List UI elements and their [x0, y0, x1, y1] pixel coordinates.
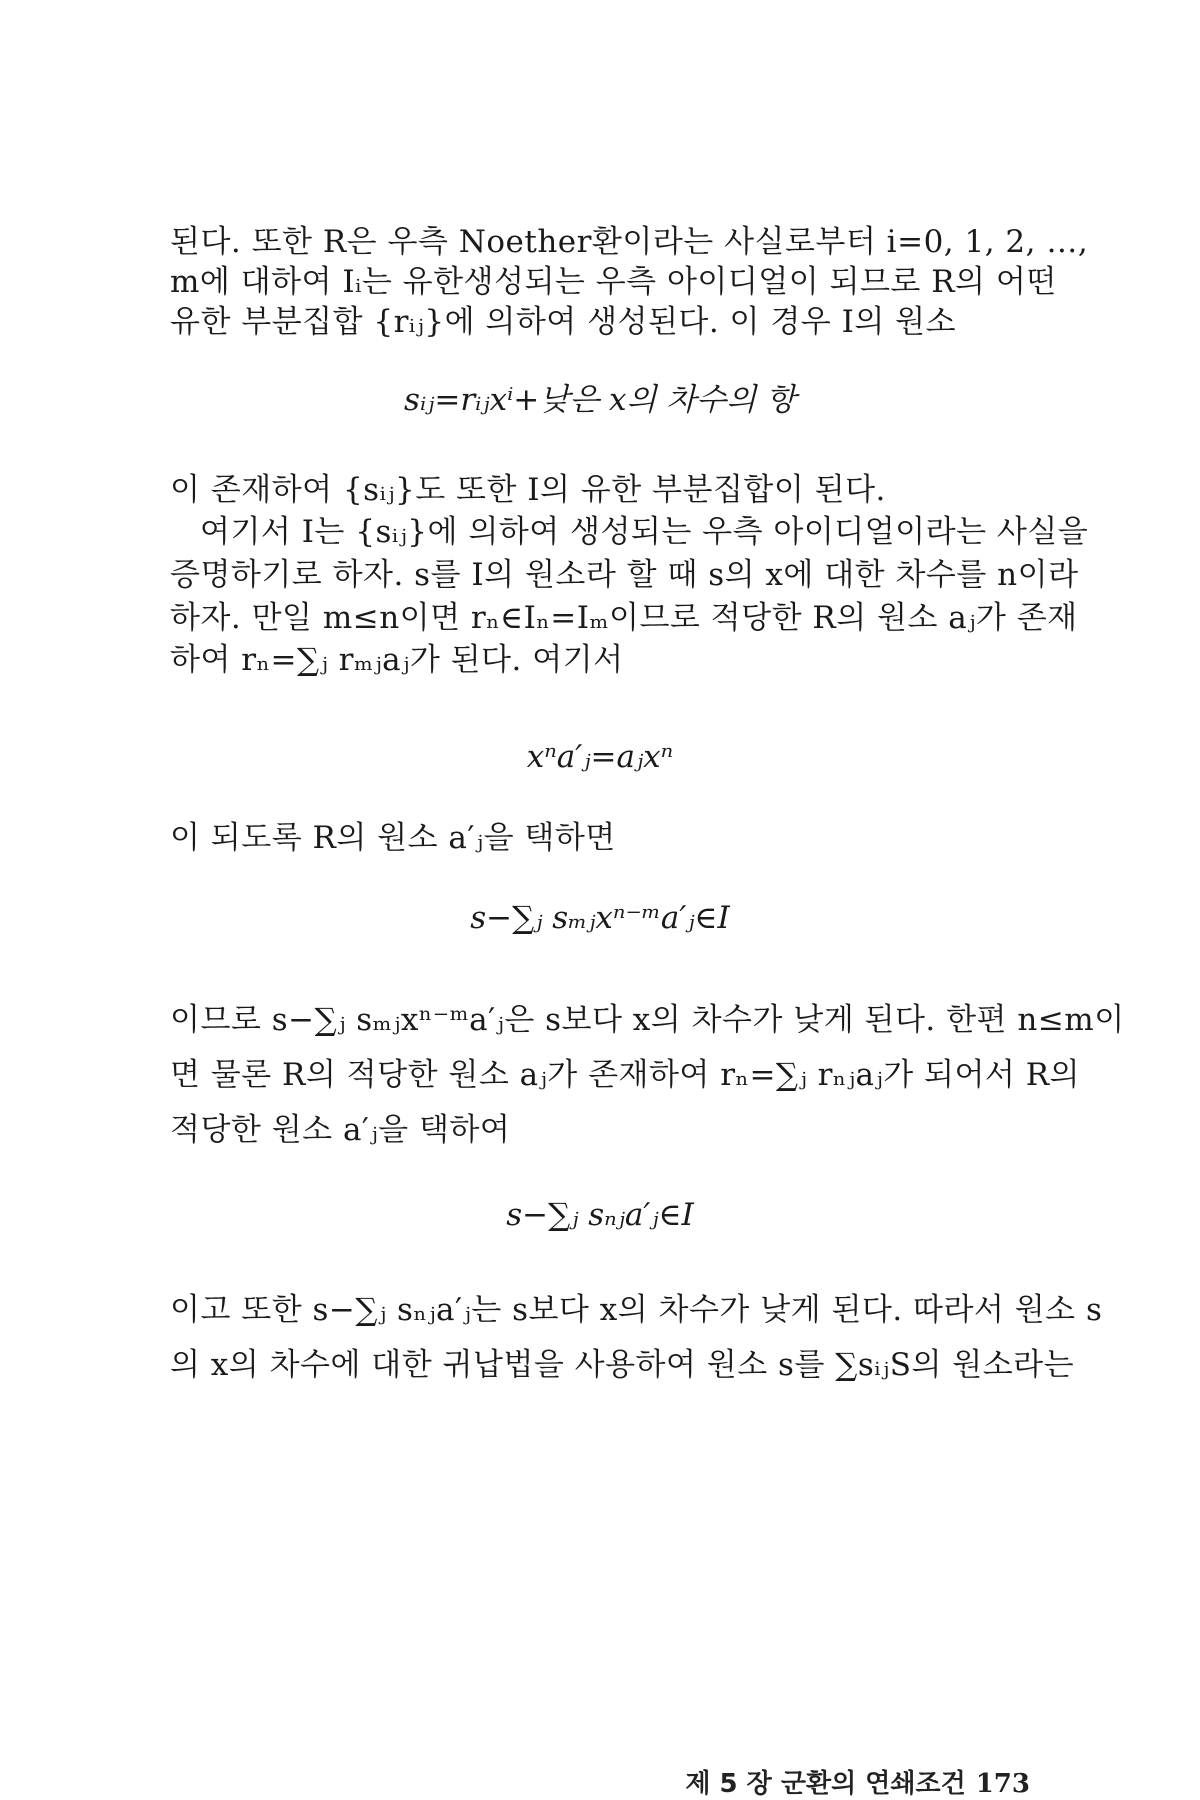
page-number: 173	[975, 1769, 1030, 1799]
text-line: 유한 부분집합 {rᵢⱼ}에 의하여 생성된다. 이 경우 I의 원소	[170, 304, 957, 340]
text-line: 이므로 s−∑ⱼ sₘⱼxⁿ⁻ᵐa′ⱼ은 s보다 x의 차수가 낮게 된다. 한편 n≤m이	[170, 1002, 1125, 1038]
text-line: 여기서 I는 {sᵢⱼ}에 의하여 생성되는 우측 아이디얼이라는 사실을	[200, 514, 1089, 550]
text-line: 이 되도록 R의 원소 a′ⱼ을 택하면	[170, 820, 616, 856]
text-line: m에 대하여 Iᵢ는 유한생성되는 우측 아이디얼이 되므로 R의 어떤	[170, 264, 1057, 300]
text-line: 의 x의 차수에 대한 귀납법을 사용하여 원소 s를 ∑sᵢⱼS의 원소라는	[170, 1347, 1075, 1383]
chapter-title: 제 5 장 군환의 연쇄조건	[685, 1769, 966, 1799]
equation: xⁿa′ⱼ=aⱼxⁿ	[526, 739, 674, 775]
equation: sᵢⱼ=rᵢⱼxⁱ+낮은 x의 차수의 항	[404, 382, 796, 418]
text-line: 증명하기로 하자. s를 I의 원소라 할 때 s의 x에 대한 차수를 n이라	[170, 557, 1079, 593]
page-footer	[600, 1768, 1030, 1800]
text-line: 적당한 원소 a′ⱼ을 택하여	[170, 1112, 511, 1148]
text-line: 하여 rₙ=∑ⱼ rₘⱼaⱼ가 된다. 여기서	[170, 642, 624, 678]
text-line: 하자. 만일 m≤n이면 rₙ∈Iₙ=Iₘ이므로 적당한 R의 원소 aⱼ가 존재	[170, 600, 1078, 636]
equation: s−∑ⱼ sₘⱼxⁿ⁻ᵐa′ⱼ∈I	[470, 900, 730, 936]
text-line: 이 존재하여 {sᵢⱼ}도 또한 I의 유한 부분집합이 된다.	[170, 472, 886, 508]
text-line: 된다. 또한 R은 우측 Noether환이라는 사실로부터 i=0, 1, 2, …,	[170, 224, 1089, 260]
text-line: 면 물론 R의 적당한 원소 aⱼ가 존재하여 rₙ=∑ⱼ rₙⱼaⱼ가 되어서 R의	[170, 1057, 1080, 1093]
equation: s−∑ⱼ sₙⱼa′ⱼ∈I	[506, 1197, 694, 1233]
text-line: 이고 또한 s−∑ⱼ sₙⱼa′ⱼ는 s보다 x의 차수가 낮게 된다. 따라서 원소 s	[170, 1292, 1103, 1328]
